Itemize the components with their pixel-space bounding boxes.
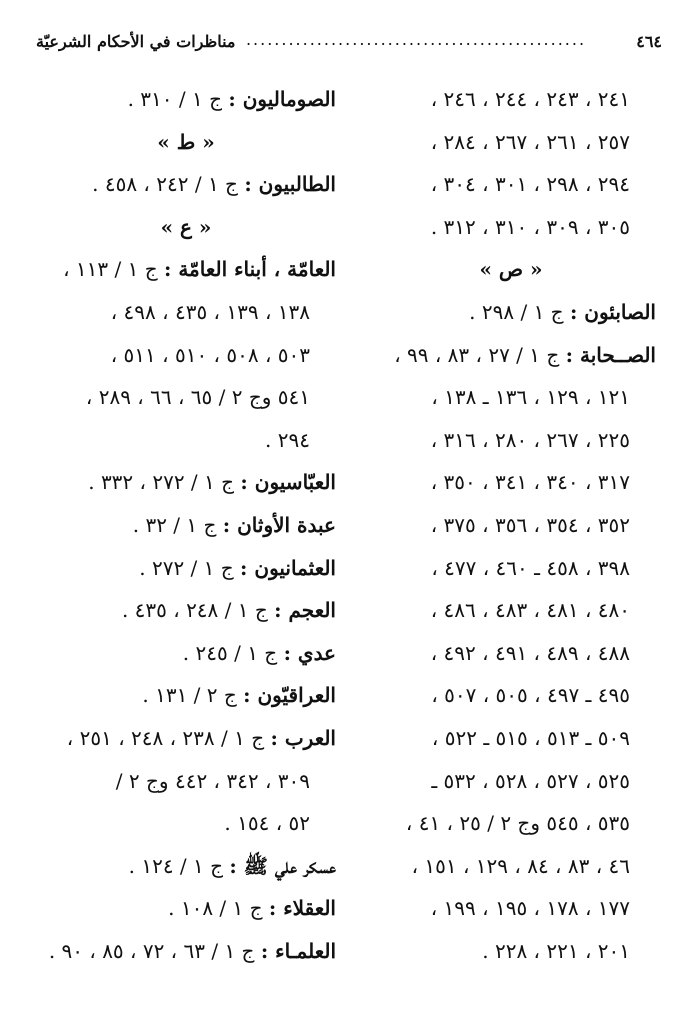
continuation-references: ٢٩٤ . — [265, 427, 310, 452]
continuation-references: ١٧٧ ، ١٧٨ ، ١٩٥ ، ١٩٩ ، — [430, 896, 630, 921]
continuation-references: ٣٠٩ ، ٣٤٢ ، ٤٤٢ وج ٢ / — [115, 768, 310, 793]
header-dot-leader: ................................................ — [245, 30, 587, 49]
continuation-references: ٥٠٩ ـ ٥١٣ ، ٥١٥ ـ ٥٢٢ ، — [431, 725, 630, 750]
index-entry — [36, 674, 336, 717]
index-entry — [366, 291, 656, 334]
page-references: ج ١ / ٢٧ ، ٨٣ ، ٩٩ ، — [394, 342, 566, 367]
page-references: ج ١ / ٦٣ ، ٧٢ ، ٨٥ ، ٩٠ . — [48, 938, 261, 963]
index-entry — [366, 334, 656, 377]
index-entry — [36, 547, 336, 590]
index-entry — [36, 930, 336, 973]
continuation-references: ٣٠٥ ، ٣٠٩ ، ٣١٠ ، ٣١٢ . — [430, 214, 630, 239]
index-entry — [36, 163, 336, 206]
page-references: ج ١ / ٢٤٨ ، ٤٣٥ . — [121, 598, 275, 623]
page-references: ج ١ / ٣٢ . — [132, 512, 223, 537]
continuation-references: ٤٦ ، ٨٣ ، ٨٤ ، ١٢٩ ، ١٥١ ، — [411, 853, 630, 878]
page-references: ج ١ / ٣١٠ . — [127, 87, 229, 111]
continuation-references: ٥٣٥ ، ٥٤٥ وج ٢ / ٢٥ ، ٤١ ، — [405, 811, 630, 836]
continuation-references: ٥٢ ، ١٥٤ . — [224, 811, 310, 836]
index-term: الصوماليون : — [228, 87, 336, 111]
page-references: ج ١ / ٢٩٨ . — [469, 299, 570, 324]
index-term: العقلاء : — [268, 896, 336, 921]
continuation-references: ١٢١ ، ١٢٩ ، ١٣٦ ـ ١٣٨ ، — [431, 385, 630, 410]
continuation-references: ٣٩٨ ، ٤٥٨ ـ ٤٦٠ ، ٤٧٧ ، — [431, 555, 630, 580]
index-term: العلمـاء : — [260, 938, 336, 963]
page-references: ج ٢ / ١٣١ . — [142, 683, 244, 708]
section-letter-heading: « ص » — [479, 257, 543, 282]
continuation-references: ٤٨٠ ، ٤٨١ ، ٤٨٣ ، ٤٨٦ ، — [430, 598, 630, 623]
index-term: الطالبيون : — [244, 172, 336, 197]
continuation-references: ٢٠١ ، ٢٢١ ، ٢٢٨ . — [482, 938, 630, 963]
continuation-references: ٥٢٥ ، ٥٢٧ ، ٥٢٨ ، ٥٣٢ ـ — [431, 768, 630, 793]
index-entry — [36, 887, 336, 930]
continuation-references: ١٣٨ ، ١٣٩ ، ٤٣٥ ، ٤٩٨ ، — [110, 299, 310, 324]
page-references: ج ١ / ٢٧٢ . — [139, 555, 241, 580]
page-number: ٤٦٤ — [636, 32, 662, 51]
book-title: مناظرات في الأحكام الشرعيّة — [36, 32, 236, 51]
continuation-references: ٢٤١ ، ٢٤٣ ، ٢٤٤ ، ٢٤٦ ، — [430, 87, 630, 111]
index-entry — [36, 632, 336, 675]
index-entry — [36, 461, 336, 504]
index-entry — [36, 717, 336, 760]
continuation-references: ٤٨٨ ، ٤٨٩ ، ٤٩١ ، ٤٩٢ ، — [430, 640, 630, 665]
continuation-references: ٢٩٤ ، ٢٩٨ ، ٣٠١ ، ٣٠٤ ، — [430, 172, 630, 197]
continuation-references: ٣١٧ ، ٣٤٠ ، ٣٤١ ، ٣٥٠ ، — [430, 470, 630, 495]
index-entry — [36, 504, 336, 547]
index-entry — [36, 248, 336, 291]
section-letter-heading: « ط » — [157, 129, 215, 154]
continuation-references: ٢٥٧ ، ٢٦١ ، ٢٦٧ ، ٢٨٤ ، — [430, 129, 630, 154]
index-column-left — [36, 78, 336, 972]
page-references: ج ١ / ٢٤٢ ، ٤٥٨ . — [92, 172, 245, 197]
page-references: ج ١ / ٢٤٥ . — [182, 640, 284, 665]
index-column-right — [366, 78, 656, 972]
continuation-references: ٣٥٢ ، ٣٥٤ ، ٣٥٦ ، ٣٧٥ ، — [430, 512, 630, 537]
page-references: ج ١ / ١٠٨ . — [168, 896, 269, 921]
index-term: العبّاسيون : — [240, 470, 336, 495]
index-term: العامّة ، أبناء العامّة : — [163, 257, 336, 282]
page-references: ج ١ / ٢٧٢ ، ٣٣٢ . — [88, 470, 241, 495]
section-letter-heading: « ع » — [160, 214, 212, 239]
running-header — [36, 30, 664, 54]
index-entry — [36, 845, 336, 888]
page-references: ج ١ / ١١٣ ، — [63, 257, 164, 282]
index-term: العرب : — [270, 725, 336, 750]
index-term: الصابئون : — [569, 299, 656, 324]
index-term: العراقيّون : — [243, 683, 336, 708]
index-term: الصــحابة : — [565, 342, 656, 367]
page-references: ج ١ / ٢٣٨ ، ٢٤٨ ، ٢٥١ ، — [66, 725, 271, 750]
continuation-references: ٥٤١ وج ٢ / ٦٥ ، ٦٦ ، ٢٨٩ ، — [85, 385, 310, 410]
page-references: ج ١ / ١٢٤ . — [128, 853, 230, 878]
index-term: العثمانيون : — [240, 555, 336, 580]
continuation-references: ٤٩٥ ـ ٤٩٧ ، ٥٠٥ ، ٥٠٧ ، — [431, 683, 630, 708]
index-term: العجم : — [274, 598, 336, 623]
continuation-references: ٢٢٥ ، ٢٦٧ ، ٢٨٠ ، ٣١٦ ، — [430, 427, 630, 452]
index-term: عدي : — [283, 640, 336, 665]
continuation-references: ٥٠٣ ، ٥٠٨ ، ٥١٠ ، ٥١١ ، — [110, 342, 310, 367]
index-term: عبدة الأوثان : — [222, 512, 336, 537]
index-entry — [36, 589, 336, 632]
index-entry — [36, 78, 336, 121]
index-term: عسكر علي ﷺ : — [229, 853, 336, 878]
